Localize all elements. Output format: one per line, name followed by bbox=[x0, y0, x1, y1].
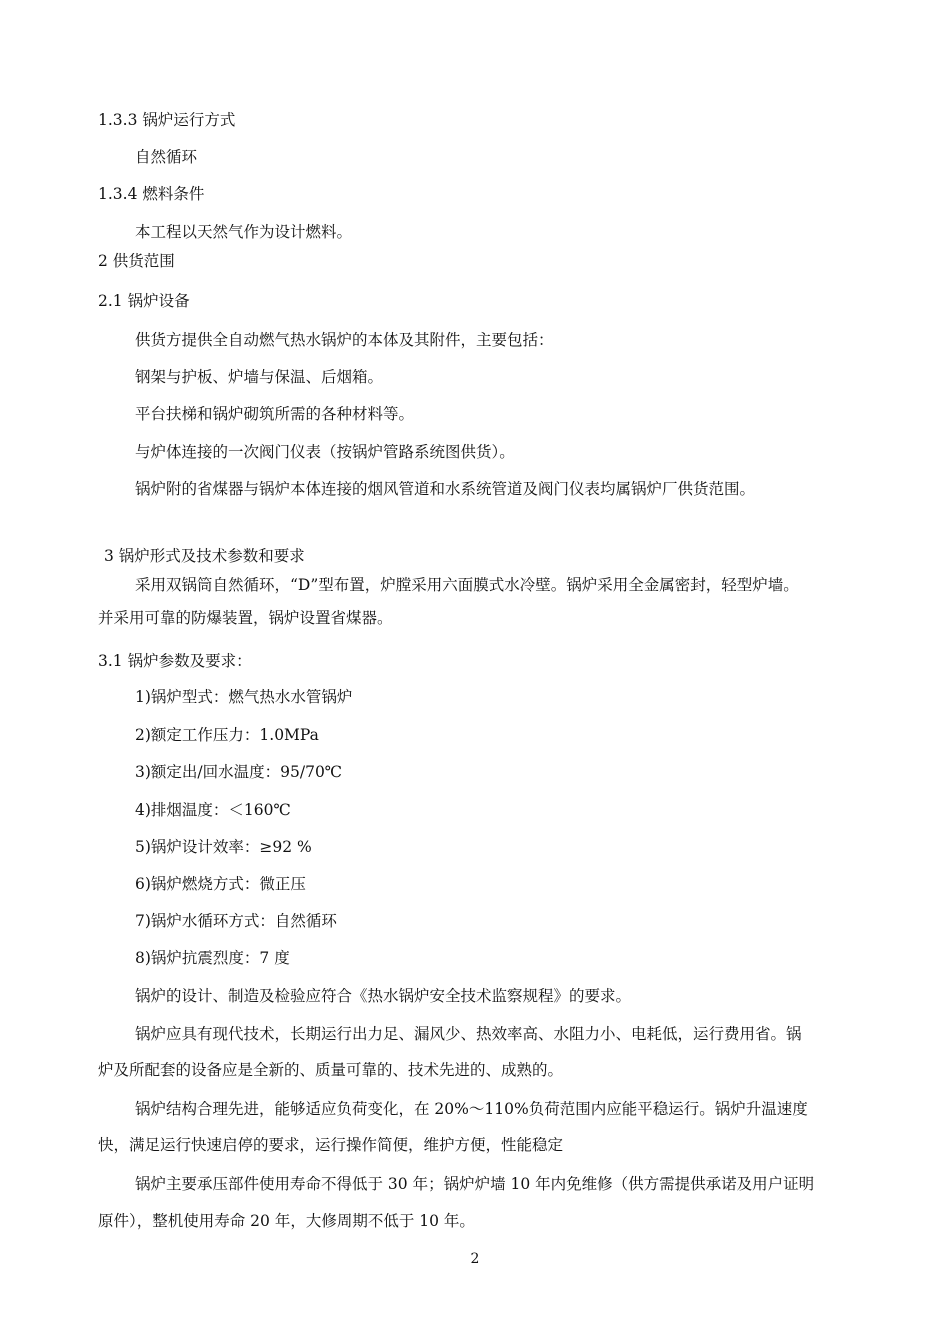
heading-1-3-4: 1.3.4 燃料条件 bbox=[98, 185, 205, 203]
paragraph: 本工程以天然气作为设计燃料。 bbox=[135, 223, 353, 241]
heading-1-3-3: 1.3.3 锅炉运行方式 bbox=[98, 111, 236, 129]
list-item: 6)锅炉燃烧方式：微正压 bbox=[135, 875, 306, 893]
list-item: 2)额定工作压力：1.0MPa bbox=[135, 726, 319, 744]
page-number: 2 bbox=[470, 1251, 480, 1267]
paragraph: 与炉体连接的一次阀门仪表（按锅炉管路系统图供货）。 bbox=[135, 443, 515, 461]
paragraph: 锅炉结构合理先进，能够适应负荷变化，在 20%～110%负荷范围内应能平稳运行。锅炉升温速度 bbox=[135, 1100, 808, 1118]
list-item: 8)锅炉抗震烈度：7 度 bbox=[135, 949, 290, 967]
paragraph: 原件），整机使用寿命 20 年，大修周期不低于 10 年。 bbox=[98, 1212, 475, 1230]
paragraph: 锅炉的设计、制造及检验应符合《热水锅炉安全技术监察规程》的要求。 bbox=[135, 987, 632, 1005]
list-item: 4)排烟温度：＜160℃ bbox=[135, 801, 291, 819]
paragraph: 自然循环 bbox=[135, 148, 198, 166]
heading-2-1: 2.1 锅炉设备 bbox=[98, 292, 190, 310]
paragraph: 快，满足运行快速启停的要求，运行操作简便，维护方便，性能稳定 bbox=[98, 1136, 564, 1154]
heading-3: 3 锅炉形式及技术参数和要求 bbox=[104, 547, 305, 565]
heading-2: 2 供货范围 bbox=[98, 252, 175, 270]
list-item: 5)锅炉设计效率：≥92 % bbox=[135, 838, 312, 856]
paragraph: 锅炉应具有现代技术，长期运行出力足、漏风少、热效率高、水阻力小、电耗低，运行费用省。锅 bbox=[135, 1025, 802, 1043]
heading-3-1: 3.1 锅炉参数及要求： bbox=[98, 652, 252, 670]
paragraph: 锅炉附的省煤器与锅炉本体连接的烟风管道和水系统管道及阀门仪表均属锅炉厂供货范围。 bbox=[135, 480, 756, 498]
list-item: 1)锅炉型式：燃气热水水管锅炉 bbox=[135, 688, 353, 706]
list-item: 7)锅炉水循环方式：自然循环 bbox=[135, 912, 337, 930]
paragraph: 锅炉主要承压部件使用寿命不得低于 30 年；锅炉炉墙 10 年内免维修（供方需提供承诺及用户证明 bbox=[135, 1175, 815, 1193]
paragraph: 炉及所配套的设备应是全新的、质量可靠的、技术先进的、成熟的。 bbox=[98, 1061, 564, 1079]
paragraph: 平台扶梯和锅炉砌筑所需的各种材料等。 bbox=[135, 405, 415, 423]
list-item: 3)额定出/回水温度：95/70℃ bbox=[135, 763, 343, 781]
paragraph: 采用双锅筒自然循环，“D”型布置，炉膛采用六面膜式水冷壁。锅炉采用全金属密封，轻型炉墙。 bbox=[135, 576, 799, 594]
paragraph: 并采用可靠的防爆装置，锅炉设置省煤器。 bbox=[98, 609, 393, 627]
paragraph: 钢架与护板、炉墙与保温、后烟箱。 bbox=[135, 368, 384, 386]
paragraph: 供货方提供全自动燃气热水锅炉的本体及其附件，主要包括： bbox=[135, 331, 554, 349]
